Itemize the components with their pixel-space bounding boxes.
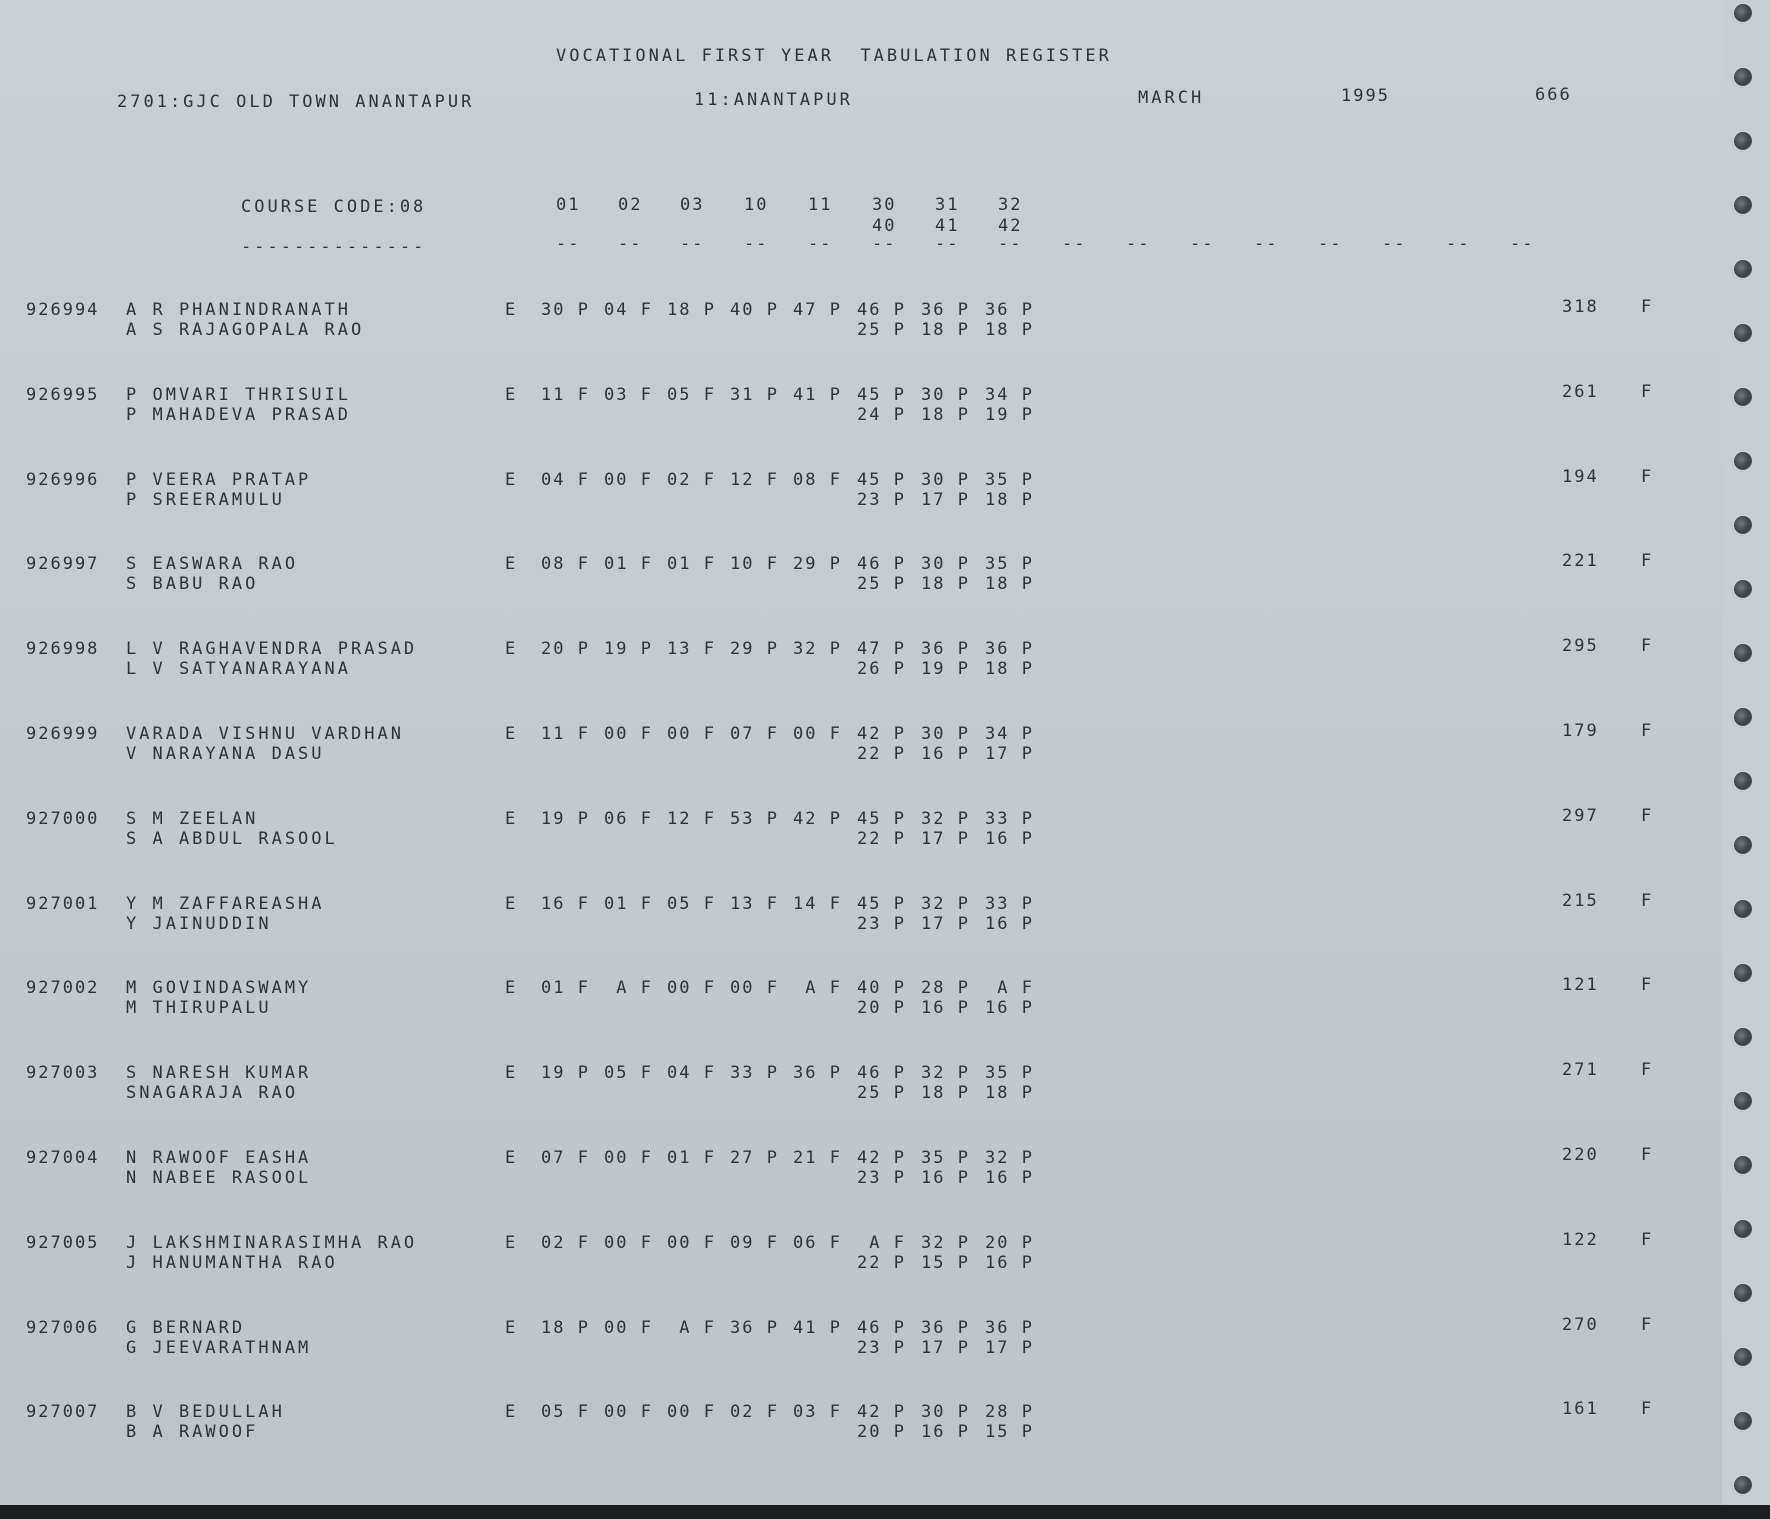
student-name: Y M ZAFFAREASHA — [126, 893, 325, 914]
medium-code: E — [505, 384, 519, 405]
subject-code-02: 02 — [618, 195, 643, 215]
subject-code-30: 30 — [872, 195, 897, 215]
subject-mark: 33 P — [985, 893, 1034, 914]
subject-mark: 01 F — [604, 554, 653, 575]
total-marks: 297 — [1562, 805, 1599, 826]
subject-mark: 36 P — [985, 1317, 1034, 1338]
total-marks: 161 — [1562, 1399, 1599, 1420]
subject-code-32: 32 — [998, 195, 1023, 215]
sheet-bottom-edge — [0, 1505, 1770, 1519]
subject-mark: 32 P — [793, 639, 842, 660]
feed-hole — [1734, 196, 1752, 214]
father-name: G JEEVARATHNAM — [126, 1337, 312, 1358]
medium-code: E — [505, 724, 519, 744]
subject-mark: 20 P — [541, 639, 590, 660]
student-name: P OMVARI THRISUIL — [126, 384, 351, 405]
subject-mark: 35 P — [985, 554, 1034, 575]
result-status: F — [1641, 975, 1655, 996]
practical-mark: 16 P — [921, 744, 970, 764]
subject-mark: 11 F — [541, 384, 590, 405]
subject-mark: 16 F — [541, 893, 590, 914]
total-marks: 179 — [1562, 721, 1599, 741]
feed-hole — [1734, 388, 1752, 406]
practical-mark: 18 P — [985, 320, 1034, 340]
subject-mark: 34 P — [985, 384, 1034, 405]
subject-mark: 05 F — [667, 893, 716, 914]
feed-hole — [1734, 4, 1752, 22]
practical-mark: 15 P — [921, 1252, 970, 1273]
subject-mark: 00 F — [604, 1402, 653, 1423]
column-underline: -- — [744, 234, 769, 254]
student-name: M GOVINDASWAMY — [126, 978, 312, 999]
father-name: SNAGARAJA RAO — [126, 1083, 299, 1104]
roll-number: 926994 — [26, 300, 100, 320]
medium-code: E — [505, 1317, 519, 1338]
practical-mark: 24 P — [857, 404, 906, 425]
feed-hole — [1734, 260, 1752, 278]
subject-mark: 42 P — [793, 808, 842, 829]
medium-code: E — [505, 469, 519, 490]
roll-number: 927002 — [26, 978, 100, 999]
subject-mark: 45 P — [857, 893, 906, 914]
subject-mark: 45 P — [857, 384, 906, 405]
father-name: Y JAINUDDIN — [126, 913, 272, 934]
feed-hole — [1734, 1220, 1752, 1238]
page-number: 666 — [1535, 85, 1572, 105]
column-underline: -- — [998, 234, 1023, 254]
father-name: V NARAYANA DASU — [126, 744, 325, 764]
subject-mark: 00 F — [604, 1317, 653, 1338]
subject-code-31: 31 — [935, 195, 960, 215]
practical-mark: 22 P — [857, 744, 906, 764]
roll-number: 927001 — [26, 893, 100, 914]
result-status: F — [1641, 466, 1655, 487]
subject-mark: 30 P — [541, 300, 590, 320]
feed-hole — [1734, 1476, 1752, 1494]
subject-mark: 13 F — [667, 639, 716, 660]
subject-mark: 32 P — [921, 1232, 970, 1253]
subject-mark: 02 F — [667, 469, 716, 490]
subject-mark: 00 F — [604, 469, 653, 490]
subject-mark: 32 P — [921, 808, 970, 829]
register-title: VOCATIONAL FIRST YEAR TABULATION REGISTER — [556, 46, 1112, 66]
subject-mark: 45 P — [857, 808, 906, 829]
total-marks: 271 — [1562, 1060, 1599, 1081]
medium-code: E — [505, 1063, 519, 1084]
result-status: F — [1641, 890, 1655, 911]
practical-mark: 19 P — [985, 404, 1034, 425]
practical-mark: 17 P — [985, 744, 1034, 764]
subject-mark: 05 F — [667, 384, 716, 405]
subject-mark: 47 P — [857, 639, 906, 660]
subject-mark: 45 P — [857, 469, 906, 490]
practical-mark: 15 P — [985, 1422, 1034, 1443]
subject-mark: 19 P — [541, 808, 590, 829]
column-underline: -- — [1254, 234, 1279, 254]
total-marks: 318 — [1562, 297, 1599, 317]
exam-month: MARCH — [1138, 88, 1205, 108]
practical-mark: 16 P — [985, 1252, 1034, 1273]
medium-code: E — [505, 1148, 519, 1168]
total-marks: 270 — [1562, 1314, 1599, 1335]
practical-mark: 17 P — [985, 1337, 1034, 1358]
subject-mark: 36 P — [730, 1317, 779, 1338]
roll-number: 927003 — [26, 1063, 100, 1084]
medium-code: E — [505, 978, 519, 999]
subject-mark: 32 P — [921, 893, 970, 914]
subject-mark: 00 F — [667, 724, 716, 744]
practical-mark: 22 P — [857, 1252, 906, 1273]
college-name: 2701:GJC OLD TOWN ANANTAPUR — [117, 92, 475, 112]
subject-mark: 28 P — [921, 978, 970, 999]
father-name: S A ABDUL RASOOL — [126, 828, 338, 849]
total-marks: 121 — [1562, 975, 1599, 996]
subject-mark: 14 F — [793, 893, 842, 914]
feed-hole — [1734, 68, 1752, 86]
medium-code: E — [505, 893, 519, 914]
student-name: VARADA VISHNU VARDHAN — [126, 724, 404, 744]
father-name: N NABEE RASOOL — [126, 1168, 312, 1188]
subject-mark: 20 P — [985, 1232, 1034, 1253]
subject-mark: 53 P — [730, 808, 779, 829]
roll-number: 927004 — [26, 1148, 100, 1168]
feed-hole — [1734, 900, 1752, 918]
result-status: F — [1641, 297, 1655, 317]
practical-mark: 25 P — [857, 320, 906, 340]
student-name: J LAKSHMINARASIMHA RAO — [126, 1232, 418, 1253]
subject-mark: 33 P — [985, 808, 1034, 829]
subject-code-41: 41 — [935, 216, 960, 236]
feed-hole — [1734, 324, 1752, 342]
subject-mark: 06 F — [793, 1232, 842, 1253]
column-underline: -- — [1510, 234, 1535, 254]
roll-number: 926995 — [26, 384, 100, 405]
result-status: F — [1641, 381, 1655, 402]
subject-mark: 01 F — [604, 893, 653, 914]
medium-code: E — [505, 808, 519, 829]
column-underline: -- — [1382, 234, 1407, 254]
result-status: F — [1641, 1060, 1655, 1081]
student-name: B V BEDULLAH — [126, 1402, 285, 1423]
result-status: F — [1641, 551, 1655, 572]
subject-mark: 04 F — [604, 300, 653, 320]
subject-mark: 08 F — [541, 554, 590, 575]
subject-mark: 30 P — [921, 1402, 970, 1423]
roll-number: 926997 — [26, 554, 100, 575]
practical-mark: 16 P — [985, 913, 1034, 934]
column-underline: -- — [618, 234, 643, 254]
subject-mark: 07 F — [541, 1148, 590, 1168]
subject-mark: 00 F — [604, 1232, 653, 1253]
roll-number: 927005 — [26, 1232, 100, 1253]
result-status: F — [1641, 636, 1655, 657]
subject-mark: 01 F — [541, 978, 590, 999]
subject-mark: 28 P — [985, 1402, 1034, 1423]
column-underline: -- — [1190, 234, 1215, 254]
column-underline: -- — [680, 234, 705, 254]
subject-mark: 09 F — [730, 1232, 779, 1253]
feed-hole — [1734, 452, 1752, 470]
subject-mark: 00 F — [604, 1148, 653, 1168]
subject-mark: 32 P — [921, 1063, 970, 1084]
subject-mark: 00 F — [604, 724, 653, 744]
feed-hole — [1734, 1092, 1752, 1110]
practical-mark: 16 P — [921, 998, 970, 1019]
subject-code-03: 03 — [680, 195, 705, 215]
subject-mark: A F — [985, 978, 1034, 999]
subject-mark: 41 P — [793, 384, 842, 405]
father-name: A S RAJAGOPALA RAO — [126, 320, 365, 340]
result-status: F — [1641, 721, 1655, 741]
student-name: A R PHANINDRANATH — [126, 300, 351, 320]
practical-mark: 18 P — [985, 574, 1034, 595]
column-underline: -- — [1318, 234, 1343, 254]
practical-mark: 18 P — [921, 1083, 970, 1104]
practical-mark: 25 P — [857, 574, 906, 595]
student-name: S M ZEELAN — [126, 808, 259, 829]
practical-mark: 18 P — [921, 320, 970, 340]
practical-mark: 17 P — [921, 913, 970, 934]
practical-mark: 18 P — [985, 489, 1034, 510]
practical-mark: 26 P — [857, 659, 906, 680]
subject-mark: 36 P — [921, 300, 970, 320]
total-marks: 215 — [1562, 890, 1599, 911]
roll-number: 926996 — [26, 469, 100, 490]
practical-mark: 16 P — [985, 1168, 1034, 1188]
total-marks: 220 — [1562, 1145, 1599, 1165]
subject-mark: 35 P — [921, 1148, 970, 1168]
subject-mark: 04 F — [541, 469, 590, 490]
column-underline: -- — [1446, 234, 1471, 254]
district-name: 11:ANANTAPUR — [694, 90, 853, 110]
subject-mark: 31 P — [730, 384, 779, 405]
total-marks: 261 — [1562, 381, 1599, 402]
subject-mark: 33 P — [730, 1063, 779, 1084]
subject-mark: 00 F — [667, 1232, 716, 1253]
student-name: N RAWOOF EASHA — [126, 1148, 312, 1168]
practical-mark: 22 P — [857, 828, 906, 849]
subject-mark: 00 F — [667, 1402, 716, 1423]
practical-mark: 16 P — [921, 1168, 970, 1188]
subject-mark: 34 P — [985, 724, 1034, 744]
practical-mark: 19 P — [921, 659, 970, 680]
subject-mark: 41 P — [793, 1317, 842, 1338]
feed-hole — [1734, 708, 1752, 726]
practical-mark: 17 P — [921, 489, 970, 510]
student-name: S EASWARA RAO — [126, 554, 299, 575]
subject-mark: 29 P — [730, 639, 779, 660]
subject-mark: 42 P — [857, 724, 906, 744]
total-marks: 221 — [1562, 551, 1599, 572]
subject-mark: 18 P — [541, 1317, 590, 1338]
subject-mark: 11 F — [541, 724, 590, 744]
feed-hole — [1734, 1028, 1752, 1046]
subject-mark: 01 F — [667, 1148, 716, 1168]
practical-mark: 25 P — [857, 1083, 906, 1104]
result-status: F — [1641, 1314, 1655, 1335]
feed-hole — [1734, 580, 1752, 598]
total-marks: 122 — [1562, 1229, 1599, 1250]
column-underline: -- — [808, 234, 833, 254]
subject-mark: 12 F — [730, 469, 779, 490]
medium-code: E — [505, 1402, 519, 1423]
subject-mark: 00 F — [730, 978, 779, 999]
student-name: S NARESH KUMAR — [126, 1063, 312, 1084]
feed-hole — [1734, 1412, 1752, 1430]
subject-mark: 36 P — [921, 639, 970, 660]
subject-mark: 36 P — [985, 639, 1034, 660]
subject-mark: 40 P — [857, 978, 906, 999]
feed-hole — [1734, 1348, 1752, 1366]
subject-mark: 18 P — [667, 300, 716, 320]
medium-code: E — [505, 554, 519, 575]
father-name: M THIRUPALU — [126, 998, 272, 1019]
practical-mark: 16 P — [921, 1422, 970, 1443]
practical-mark: 18 P — [985, 1083, 1034, 1104]
subject-mark: A F — [793, 978, 842, 999]
tractor-feed-strip — [1722, 0, 1770, 1505]
practical-mark: 20 P — [857, 1422, 906, 1443]
subject-mark: A F — [604, 978, 653, 999]
subject-mark: 12 F — [667, 808, 716, 829]
feed-hole — [1734, 1156, 1752, 1174]
subject-mark: 21 F — [793, 1148, 842, 1168]
column-underline: -- — [935, 234, 960, 254]
subject-code-42: 42 — [998, 216, 1023, 236]
subject-mark: 30 P — [921, 724, 970, 744]
practical-mark: 17 P — [921, 1337, 970, 1358]
subject-mark: 19 P — [541, 1063, 590, 1084]
subject-mark: 01 F — [667, 554, 716, 575]
subject-mark: 00 F — [793, 724, 842, 744]
subject-code-11: 11 — [808, 195, 833, 215]
subject-mark: 08 F — [793, 469, 842, 490]
student-name: L V RAGHAVENDRA PRASAD — [126, 639, 418, 660]
subject-mark: 03 F — [793, 1402, 842, 1423]
roll-number: 927006 — [26, 1317, 100, 1338]
feed-hole — [1734, 836, 1752, 854]
subject-mark: 42 P — [857, 1402, 906, 1423]
subject-mark: 06 F — [604, 808, 653, 829]
practical-mark: 18 P — [921, 404, 970, 425]
feed-hole — [1734, 516, 1752, 534]
subject-mark: 29 P — [793, 554, 842, 575]
practical-mark: 23 P — [857, 1337, 906, 1358]
subject-mark: 05 F — [604, 1063, 653, 1084]
roll-number: 926998 — [26, 639, 100, 660]
result-status: F — [1641, 1399, 1655, 1420]
practical-mark: 23 P — [857, 489, 906, 510]
subject-mark: 35 P — [985, 1063, 1034, 1084]
subject-mark: 46 P — [857, 554, 906, 575]
subject-mark: 04 F — [667, 1063, 716, 1084]
subject-mark: 00 F — [667, 978, 716, 999]
father-name: S BABU RAO — [126, 574, 259, 595]
subject-mark: 42 P — [857, 1148, 906, 1168]
practical-mark: 18 P — [985, 659, 1034, 680]
father-name: B A RAWOOF — [126, 1422, 259, 1443]
feed-hole — [1734, 772, 1752, 790]
subject-mark: 35 P — [985, 469, 1034, 490]
subject-mark: 47 P — [793, 300, 842, 320]
subject-mark: 46 P — [857, 300, 906, 320]
subject-mark: 07 F — [730, 724, 779, 744]
practical-mark: 16 P — [985, 828, 1034, 849]
result-status: F — [1641, 805, 1655, 826]
student-name: P VEERA PRATAP — [126, 469, 312, 490]
subject-mark: 03 F — [604, 384, 653, 405]
column-underline: -- — [1062, 234, 1087, 254]
exam-year: 1995 — [1341, 86, 1390, 106]
subject-mark: A F — [667, 1317, 716, 1338]
subject-mark: 46 P — [857, 1063, 906, 1084]
course-code: COURSE CODE:08 — [241, 197, 427, 217]
subject-mark: 30 P — [921, 554, 970, 575]
practical-mark: 23 P — [857, 1168, 906, 1188]
subject-mark: 40 P — [730, 300, 779, 320]
course-code-underline: -------------- — [241, 237, 427, 257]
father-name: J HANUMANTHA RAO — [126, 1252, 338, 1273]
medium-code: E — [505, 300, 519, 320]
subject-mark: 02 F — [730, 1402, 779, 1423]
feed-hole — [1734, 964, 1752, 982]
subject-mark: 13 F — [730, 893, 779, 914]
result-status: F — [1641, 1145, 1655, 1165]
column-underline: -- — [872, 234, 897, 254]
subject-mark: 36 P — [985, 300, 1034, 320]
father-name: P MAHADEVA PRASAD — [126, 404, 351, 425]
roll-number: 927007 — [26, 1402, 100, 1423]
subject-mark: 05 F — [541, 1402, 590, 1423]
practical-mark: 16 P — [985, 998, 1034, 1019]
roll-number: 927000 — [26, 808, 100, 829]
subject-code-40: 40 — [872, 216, 897, 236]
total-marks: 194 — [1562, 466, 1599, 487]
father-name: P SREERAMULU — [126, 489, 285, 510]
result-status: F — [1641, 1229, 1655, 1250]
subject-mark: 30 P — [921, 384, 970, 405]
medium-code: E — [505, 639, 519, 660]
feed-hole — [1734, 644, 1752, 662]
subject-code-01: 01 — [556, 195, 581, 215]
subject-mark: 36 P — [793, 1063, 842, 1084]
practical-mark: 23 P — [857, 913, 906, 934]
subject-mark: 02 F — [541, 1232, 590, 1253]
subject-mark: A F — [857, 1232, 906, 1253]
subject-mark: 36 P — [921, 1317, 970, 1338]
subject-mark: 19 P — [604, 639, 653, 660]
subject-mark: 46 P — [857, 1317, 906, 1338]
roll-number: 926999 — [26, 724, 100, 744]
total-marks: 295 — [1562, 636, 1599, 657]
subject-mark: 32 P — [985, 1148, 1034, 1168]
student-name: G BERNARD — [126, 1317, 246, 1338]
column-underline: -- — [556, 234, 581, 254]
practical-mark: 20 P — [857, 998, 906, 1019]
feed-hole — [1734, 132, 1752, 150]
subject-mark: 30 P — [921, 469, 970, 490]
practical-mark: 17 P — [921, 828, 970, 849]
medium-code: E — [505, 1232, 519, 1253]
subject-mark: 10 F — [730, 554, 779, 575]
column-underline: -- — [1126, 234, 1151, 254]
subject-code-10: 10 — [744, 195, 769, 215]
subject-mark: 27 P — [730, 1148, 779, 1168]
father-name: L V SATYANARAYANA — [126, 659, 351, 680]
practical-mark: 18 P — [921, 574, 970, 595]
feed-hole — [1734, 1284, 1752, 1302]
